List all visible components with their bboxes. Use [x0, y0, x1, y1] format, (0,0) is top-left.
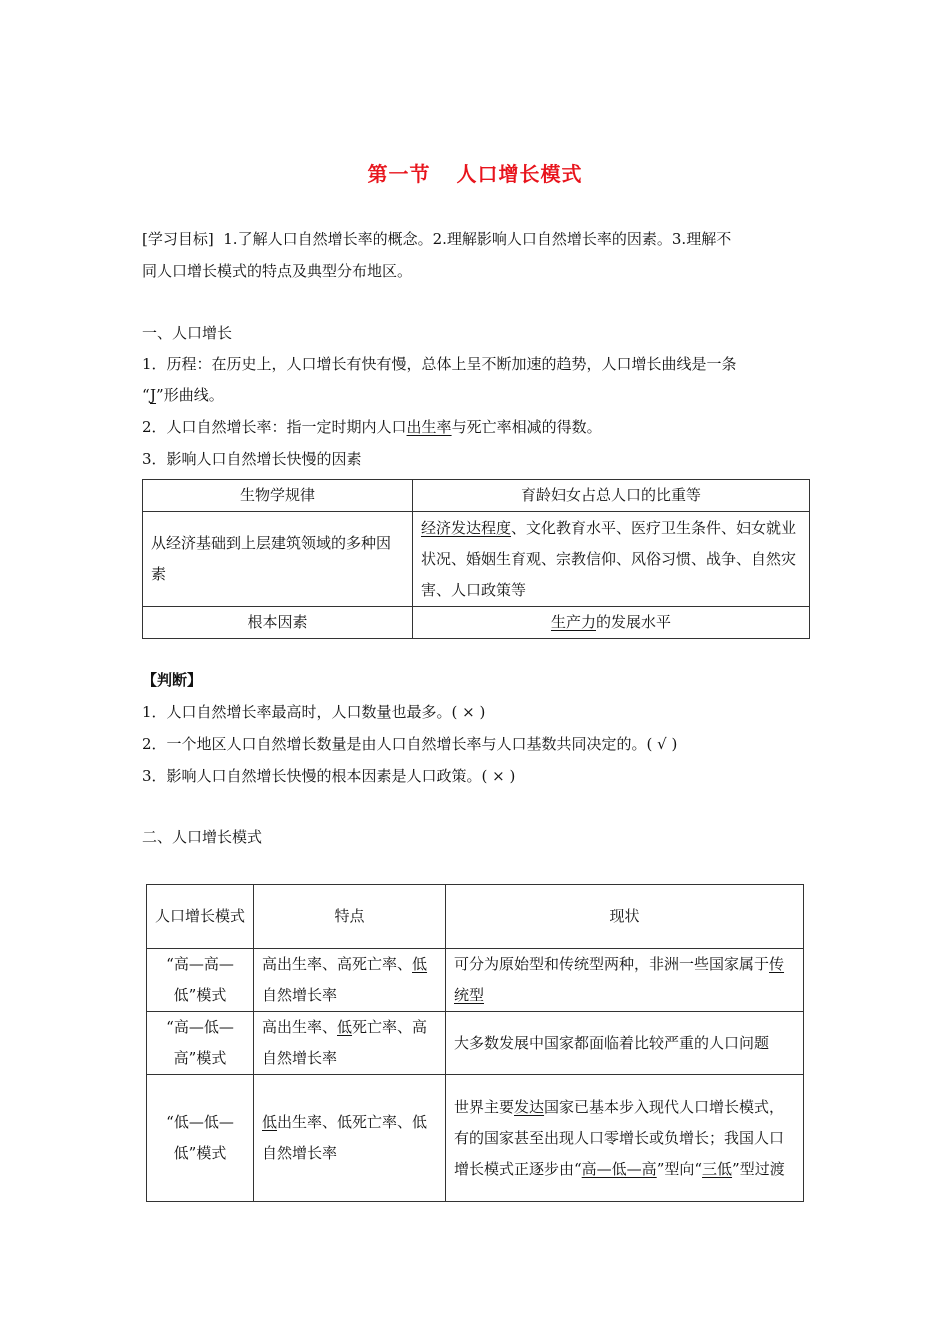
cell-text: 高出生率、 [262, 1018, 338, 1036]
table-header-cell: 特点 [254, 885, 446, 949]
title-topic: 人口增长模式 [456, 162, 583, 186]
item2-tail: 与死亡率相减的得数。 [451, 418, 602, 436]
table-row [143, 607, 810, 639]
objectives-line-2: 同人口增长模式的特点及典型分布地区。 [142, 262, 413, 280]
table-row [143, 480, 810, 512]
table-row [147, 949, 804, 1012]
title-section-number: 第一节 [367, 162, 431, 186]
table-cell [413, 512, 810, 607]
judge-question-3: 3．影响人口自然增长快慢的根本因素是人口政策。( × ) [142, 767, 516, 785]
table-header-cell: 现状 [446, 885, 804, 949]
cell-text: 死亡率、高自然增长率 [262, 1018, 428, 1067]
cell-text: 可分为原始型和传统型两种，非洲一些国家属于 [454, 955, 770, 973]
table-cell: 育龄妇女占总人口的比重等 [413, 480, 810, 512]
table-row [147, 1075, 804, 1202]
table-cell [254, 1012, 446, 1075]
section1-item2 [142, 412, 812, 443]
factors-table [142, 479, 810, 639]
table-header-cell: 人口增长模式 [147, 885, 254, 949]
blank-answer: J [150, 386, 157, 404]
cell-text: 的发展水平 [596, 613, 672, 631]
judge-heading: 【判断】 [142, 671, 203, 689]
table-cell: “高—低—高”模式 [147, 1012, 254, 1075]
judge-question-1: 1．人口自然增长率最高时，人口数量也最多。( × ) [142, 703, 486, 721]
table-cell [446, 1075, 804, 1202]
cell-text: 出生率、低死亡率、低自然增长率 [262, 1113, 428, 1162]
cell-text: 国家已基本步入现代人口增长模式，有的国家甚至出现人口零增长或负增长；我国人口增长模式正逐步由“ [454, 1097, 785, 1178]
table-row [143, 512, 810, 607]
section1-item1-cont [142, 380, 812, 411]
table-cell [446, 949, 804, 1012]
cell-text: 世界主要 [454, 1097, 515, 1116]
table-cell: 从经济基础到上层建筑领域的多种因素 [143, 512, 413, 607]
table-cell [254, 1075, 446, 1202]
cell-text: 高出生率、高死亡率、 [262, 955, 413, 973]
table-cell: “高—高—低”模式 [147, 949, 254, 1012]
blank-answer: 低 [412, 955, 428, 973]
table-row [147, 885, 804, 949]
objectives-text: 1.了解人口自然增长率的概念。2.理解影响人口自然增长率的因素。3.理解不 [223, 230, 732, 248]
blank-answer: 生产力 [550, 613, 596, 631]
cell-text: ”型过渡 [732, 1159, 785, 1178]
cell-text: 、文化教育水平、医疗卫生条件、妇女就业状况、婚姻生育观、宗教信仰、风俗习惯、战争、自然灾害、人口政策等 [421, 518, 797, 599]
blank-answer: 经济发达程度 [421, 518, 512, 537]
blank-answer: 三低 [702, 1159, 733, 1178]
table-cell [413, 607, 810, 639]
section1-item3: 3．影响人口自然增长快慢的因素 [142, 450, 362, 468]
section1-item1: 1．历程：在历史上，人口增长有快有慢，总体上呈不断加速的趋势，人口增长曲线是一条 [142, 355, 737, 373]
objectives-label: [学习目标] [142, 230, 214, 248]
table-cell: 大多数发展中国家都面临着比较严重的人口问题 [446, 1012, 804, 1075]
judge-question-2: 2．一个地区人口自然增长数量是由人口自然增长率与人口基数共同决定的。( √ ) [142, 735, 678, 753]
table-row [147, 1012, 804, 1075]
quote-open: “ [142, 386, 151, 404]
objectives-line-1 [142, 224, 812, 255]
table-cell: 根本因素 [143, 607, 413, 639]
table-cell: 生物学规律 [143, 480, 413, 512]
blank-answer: 低 [262, 1113, 278, 1131]
section2-heading: 二、人口增长模式 [142, 828, 263, 846]
item1-tail: ”形曲线。 [156, 386, 224, 404]
blank-answer: 出生率 [406, 418, 452, 436]
blank-answer: 低 [337, 1018, 353, 1036]
growth-models-table [146, 884, 804, 1202]
item2-text: 2．人口自然增长率：指一定时期内人口 [142, 418, 407, 436]
blank-answer: 高—低—高 [581, 1159, 657, 1178]
section1-heading: 一、人口增长 [142, 324, 233, 342]
cell-text: 自然增长率 [262, 986, 338, 1004]
table-cell [254, 949, 446, 1012]
blank-answer: 发达 [514, 1097, 545, 1116]
table-cell: “低—低—低”模式 [147, 1075, 254, 1202]
page-title [0, 158, 950, 187]
cell-text: ”型向“ [656, 1159, 703, 1178]
blank-answer: 传统型 [454, 955, 785, 1004]
